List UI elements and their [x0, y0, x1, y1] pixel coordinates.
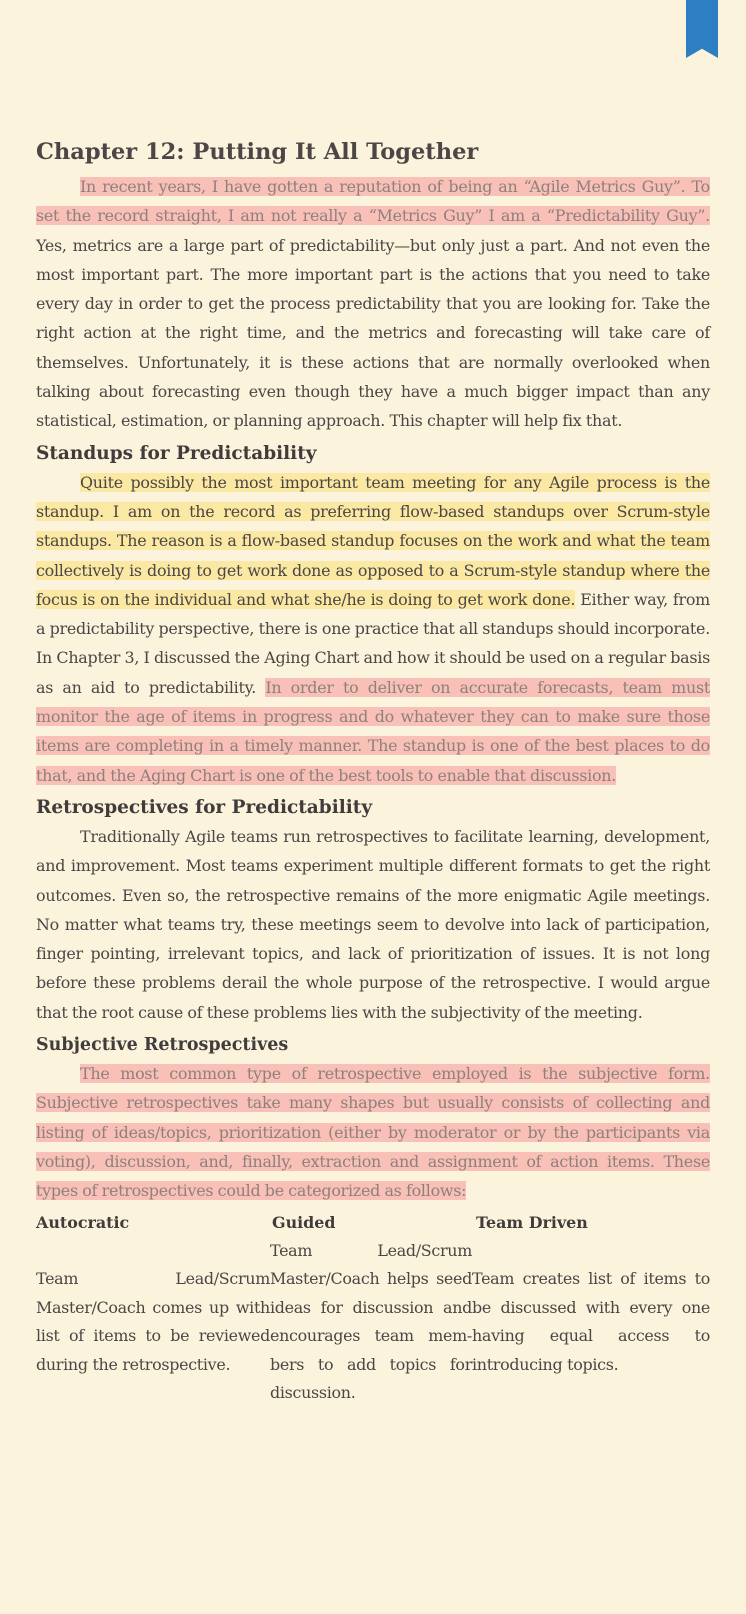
- table-cell-team-driven: Team creates list of items to be discussed with every one having equal access to introducing topics.: [472, 1269, 710, 1374]
- table-header-row: [36, 1208, 710, 1237]
- highlight-yellow[interactable]: Quite possibly the most important team meeting for any Agile process is the standup. I am on the record as preferring flow-based standups over Scrum-style standups. The reason is a flow-based standup focuses on the work and what the team collectively is doing to get work done as opposed to a Scrum-style standup where the focus is on the individual and what she/he is doing to get work done.: [36, 472, 710, 609]
- book-page: [36, 132, 710, 1408]
- highlight-pink[interactable]: In recent years, I have gotten a reputation of being an “Agile Metrics Guy”. To set the record straight, I am not really a “Metrics Guy” I am a “Predictability Guy”.: [36, 177, 710, 226]
- bookmark-icon[interactable]: [686, 0, 718, 58]
- table-cell-guided: Team Lead/Scrum Master/Coach helps seed ideas for discussion and encourages team mem- bers to add topics for discussion.: [270, 1240, 472, 1402]
- section-heading-standups: Standups for Predictability: [36, 442, 317, 464]
- table-header-guided: Guided: [272, 1212, 336, 1232]
- table-header-autocratic: Autocratic: [36, 1212, 130, 1232]
- chapter-title: Chapter 12: Putting It All Together: [36, 139, 479, 165]
- retrospectives-paragraph: Traditionally Agile teams run retrospectives to facilitate learning, development, and improvement. Most teams experiment multiple different formats to get the right outcomes. Even so, the retrospective remains of the more enigmatic Agile meetings. No matter what teams try, these meetings seem to devolve into lack of participation, finger pointing, irrelevant topics, and lack of prioritization of issues. It is not long before these problems derail the whole purpose of the retrospective. I would argue that the root cause of these problems lies with the subjectivity of the meeting.: [36, 826, 710, 1022]
- highlight-pink[interactable]: The most common type of retrospective employed is the subjective form. Subjective retrospectives take many shapes but usually consists of collecting and listing of ideas/topics, prioritization (either by moderator or by the participants via voting), discussion, and, finally, extraction and assignment of action items. These types of retrospectives could be categorized as follows:: [36, 1064, 710, 1201]
- paragraph-text: Yes, metrics are a large part of predictability—but only just a part. And not even the most important part. The more important part is the actions that you need to take every day in order to get the process predictability that you are looking for. Take the right action at the right time, and the metrics and forecasting will take care of themselves. Unfortunately, it is these actions that are normally overlooked when talking about forecasting even though they have a much bigger impact than any statistical, estimation, or planning approach. This chapter will help fix that.: [36, 235, 710, 431]
- chapter-intro-paragraph: [36, 172, 710, 436]
- section-heading-retrospectives: Retrospectives for Predictability: [36, 796, 373, 818]
- standups-paragraph: [36, 468, 710, 790]
- table-cell-autocratic: Team Lead/Scrum Master/Coach comes up with list of items to be reviewed during the retrospective.: [36, 1269, 270, 1374]
- table-body-row: [36, 1237, 710, 1408]
- table-header-team-driven: Team Driven: [476, 1212, 588, 1232]
- paragraph-text: Either way, from a predictability perspective, there is one practice that all standups should incorporate. In Chapter 3, I discussed the Aging Chart and how it should be used on a regular basis as an aid to predictability.: [36, 589, 711, 697]
- subjective-paragraph: [36, 1059, 710, 1205]
- highlight-pink[interactable]: In order to deliver on accurate forecasts, team must monitor the age of items in progress and do whatever they can to make sure those items are completing in a timely manner. The standup is one of the best places to do that, and the Aging Chart is one of the best tools to enable that discussion.: [36, 677, 710, 785]
- subsection-heading-subjective: Subjective Retrospectives: [36, 1035, 289, 1056]
